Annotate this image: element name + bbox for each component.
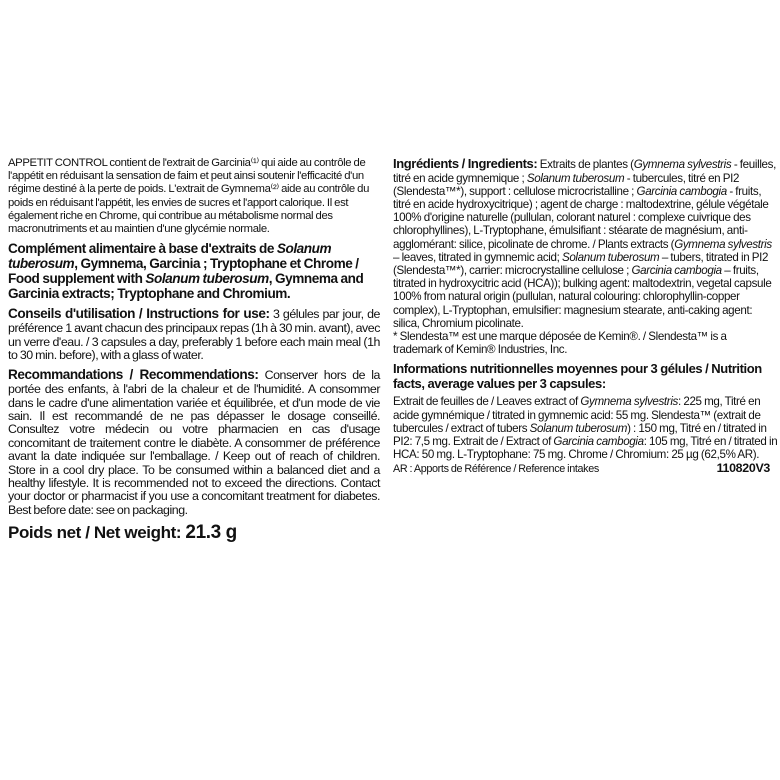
ar-note: AR : Apports de Référence / Reference intakes: [393, 463, 599, 476]
nutrition-italic: Gymnema sylvestris: [580, 395, 678, 409]
nutrition-text: : 225 mg, Titré en acide gymnémique / titrated in gymnemic acid: 55 mg. Slendesta™ (extrait de tubercules / extract of tubers: [393, 395, 761, 435]
nutrition-text: Extrait de feuilles de / Leaves extract of: [393, 395, 581, 409]
batch-code: 110820V3: [716, 461, 770, 476]
net-weight-value: 21.3 g: [185, 522, 237, 544]
supplement-title-part: Complément alimentaire à base d'extraits de: [8, 241, 277, 257]
supplement-title: [8, 242, 380, 301]
intro-text: APPETIT CONTROL contient de l'extrait de Garcinia⁽¹⁾ qui aide au contrôle de l'appétit en réduisant la sensation de faim et peut ainsi soutenir l'efficacité d'un régime destiné à la perte de poids. L'extrait de Gymnema⁽²⁾ aide au contrôle du poids en réduisant l'appétit, les envies de sucres et l'apport calorique. Il est également riche en Chrome, qui contribue au métabolisme normal des macronutriments et au maintien d'une glycémie normale.: [8, 157, 370, 236]
ingredients-italic: Gymnema sylvestris: [674, 237, 772, 251]
ingredients-text: - fruits, titré en acide hydroxycitrique) ; agent de charge : maltodextrine, gélule végétale 100% d'origine naturelle (pullulan, colorant naturel : complexe cuivrique des chlorophyllines), L-Tryptophane, émulsifiant : stéarate de magnésium, anti-agglomérant: silice, picolinate de chrome. / Plants extracts (: [393, 184, 769, 251]
recommendations-section: [8, 368, 380, 517]
supplement-title-part: , Gymnema, Garcinia ; Tryptophane et Chrome / Food supplement with: [8, 256, 359, 286]
right-column: [393, 157, 778, 477]
net-weight-label: Poids net / Net weight:: [8, 523, 186, 543]
ingredients-label: Ingrédients / Ingredients:: [393, 156, 538, 171]
ingredients-text: – tubers, titrated in PI2 (Slendesta™*), carrier: microcrystalline cellulose ;: [393, 250, 769, 277]
ingredients-italic: Garcinia cambogia: [636, 184, 727, 198]
ingredients-text: – fruits, titrated in hydroxycitric acid (HCA)); bulking agent: maltodextrin, vegetal capsule 100% from natural origin (pullulan, natural colouring: chlorophyllin-copper complex), L-Tryptophan, emulsifier: magnesium stearate, anti-caking agent: silica, Chromium picolinate.: [393, 263, 772, 330]
nutrition-italic: Solanum tuberosum: [529, 421, 628, 435]
ingredients-text: - tubercules, titré en PI2 (Slendesta™*), support : cellulose microcristalline ;: [393, 171, 740, 198]
ingredients-italic: Solanum tuberosum: [561, 250, 660, 264]
supplement-title-italic: Solanum tuberosum: [145, 270, 269, 286]
recommendations-text: Conserver hors de la portée des enfants, à l'abri de la chaleur et de l'humidité. A consommer dans le cadre d'une alimentation variée et équilibrée, et d'un mode de vie sain. Il est recommandé de ne pas dépasser le dosage conseillé. Consultez votre médecin ou votre pharmacien en cas d'usage concomitant de traitement contre le diabète. A consommer de préférence avant la date indiquée sur l'emballage. / Keep out of reach of children. Store in a cool dry place. To be consumed within a balanced diet and a healthy lifestyle. It is recommended not to exceed the directions. Contact your doctor or pharmacist if you use a concomitant treatment for diabetes. Best before date: see on packaging.: [8, 368, 380, 517]
nutrition-text: : 105 mg, Titré en / titrated in HCA: 50 mg. L-Tryptophane: 75 mg. Chrome / Chromium: 25 µg (62,5% AR).: [393, 434, 778, 462]
usage-section: [8, 307, 380, 362]
ingredients-italic: Garcinia cambogia: [631, 263, 722, 277]
reference-line: [393, 461, 778, 476]
ingredients-text: - feuilles, titré en acide gymnemique ;: [393, 158, 776, 185]
supplement-title-italic: Solanum tuberosum: [8, 241, 332, 272]
recommendations-label: Recommandations / Recommendations:: [8, 367, 259, 383]
left-column: [8, 157, 380, 544]
net-weight: [8, 522, 380, 544]
nutrition-text: ) : 150 mg, Titré en / titrated in PI2: 7,5 mg. Extrait de / Extract of: [393, 421, 767, 448]
nutrition-italic: Garcinia cambogia: [553, 434, 644, 448]
ingredients-text: – leaves, titrated in gymnemic acid;: [393, 250, 562, 264]
ingredients-italic: Gymnema sylvestris: [633, 158, 732, 171]
usage-text: 3 gélules par jour, de préférence 1 avant chacun des principaux repas (1h à 30 min. avant), avec un verre d'eau. / 3 capsules a day, preferably 1 before each main meal (1h to 30 min. before), with a glass of water.: [8, 307, 380, 363]
ingredients-italic: Solanum tuberosum: [526, 171, 625, 185]
nutrition-facts: [393, 395, 778, 461]
usage-label: Conseils d'utilisation / Instructions for use:: [8, 306, 270, 322]
supplement-title-part: , Gymnema and Garcinia extracts; Tryptophane and Chromium.: [8, 270, 364, 301]
nutrition-heading: Informations nutritionnelles moyennes pour 3 gélules / Nutrition facts, average values per 3 capsules:: [393, 361, 762, 391]
trademark-note: * Slendesta™ est une marque déposée de Kemin®. / Slendesta™ is a trademark of Kemin® Industries, Inc.: [393, 329, 727, 357]
ingredients-text: Extraits de plantes (: [537, 158, 634, 171]
ingredients-section: [393, 157, 778, 330]
